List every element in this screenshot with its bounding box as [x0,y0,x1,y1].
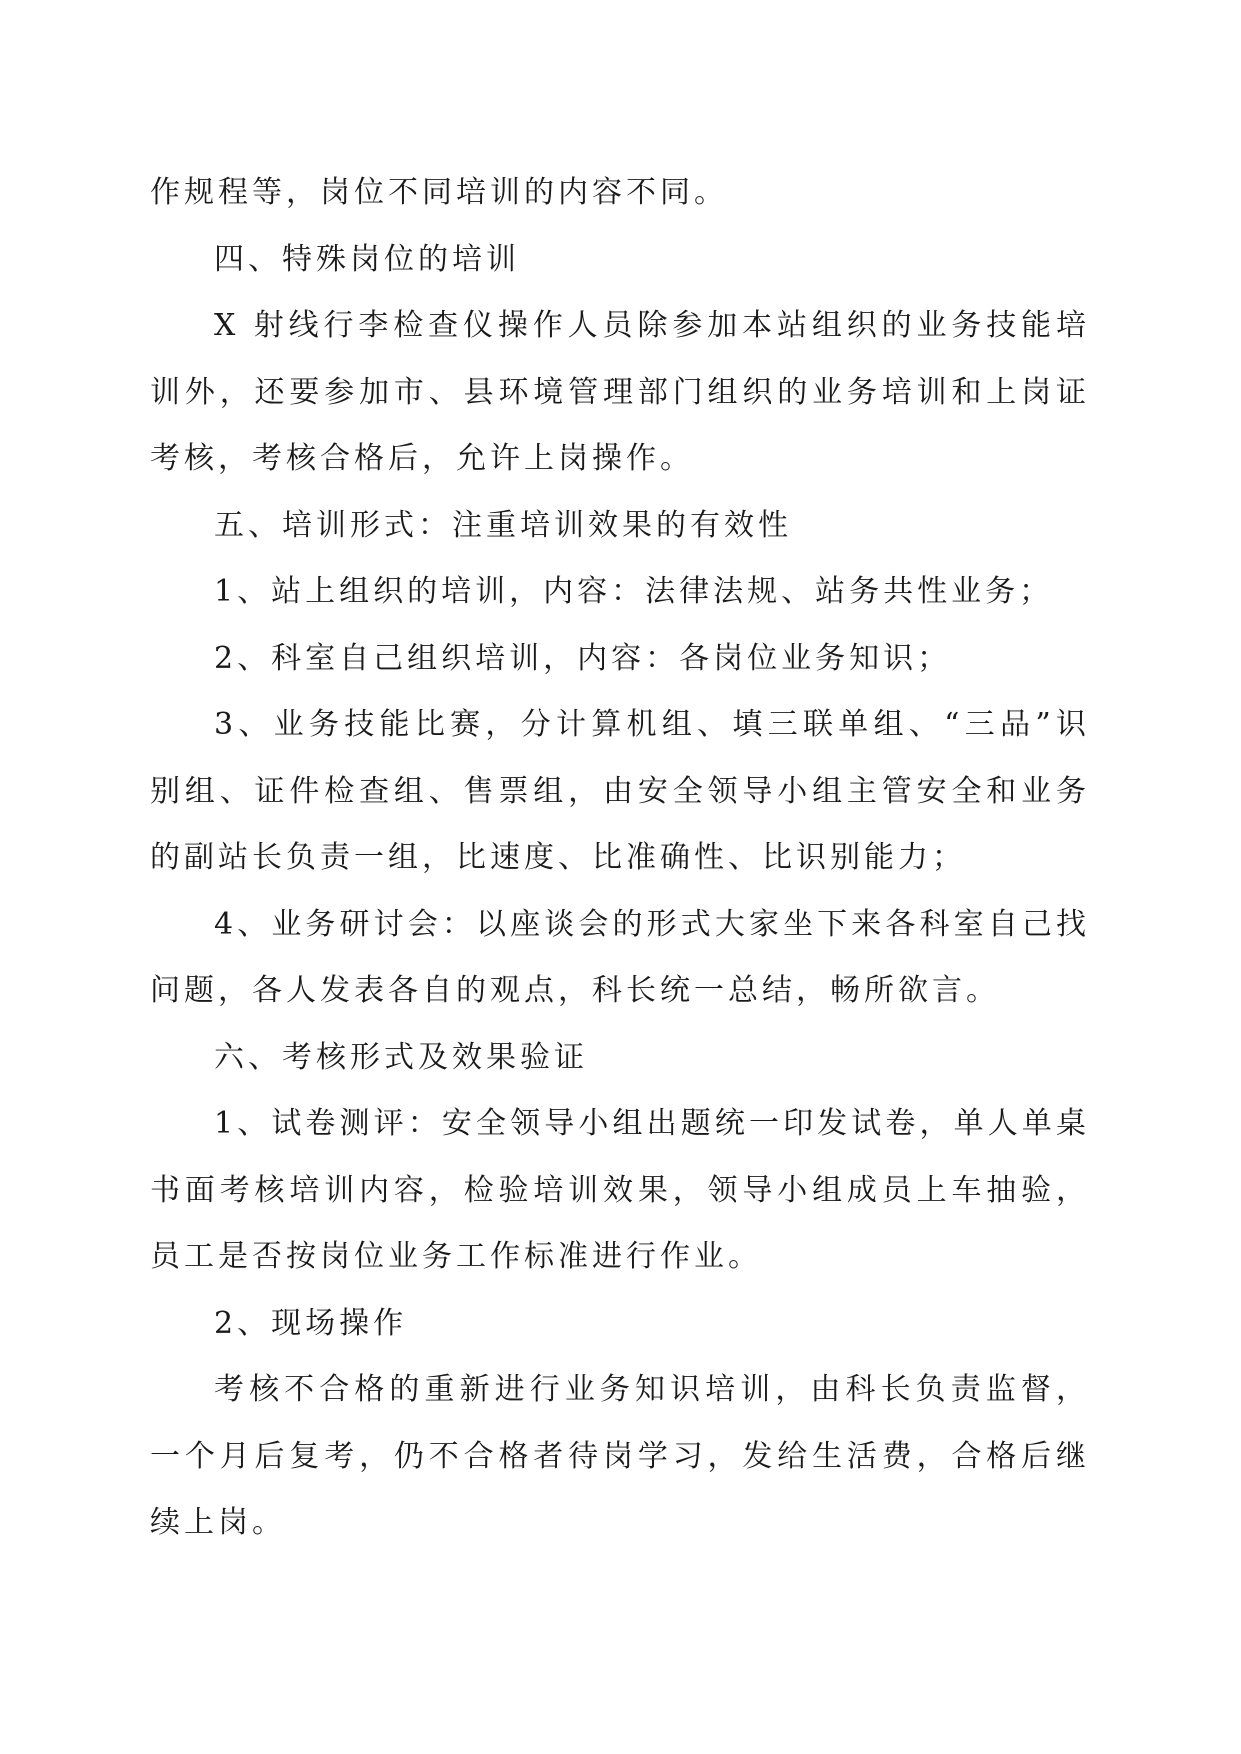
heading-training-format: 五、培训形式：注重培训效果的有效性 [214,507,792,543]
paragraph-retraining-policy: 考核不合格的重新进行业务知识培训，由科长负责监督，一个月后复考，仍不合格者待岗学习，发给生活费，合格后继续上岗。 [150,1372,1090,1540]
list-item-department-training: 2、科室自己组织培训，内容：各岗位业务知识； [214,640,952,676]
list-item-written-exam: 1、试卷测评：安全领导小组出题统一印发试卷，单人单桌书面考核培训内容，检验培训效果，领导小组成员上车抽验，员工是否按岗位业务工作标准进行作业。 [150,1106,1090,1274]
list-item-skills-competition: 3、业务技能比赛，分计算机组、填三联单组、“三品”识别组、证件检查组、售票组，由安全领导小组主管安全和业务的副站长负责一组，比速度、比准确性、比识别能力； [150,707,1090,875]
paragraph-xray-operator-training: X 射线行李检查仪操作人员除参加本站组织的业务技能培训外，还要参加市、县环境管理部门组织的业务培训和上岗证考核，考核合格后，允许上岗操作。 [150,308,1090,476]
list-item-onsite-operation: 2、现场操作 [214,1305,408,1341]
list-item-station-training: 1、站上组织的培训，内容：法律法规、站务共性业务； [214,574,1054,609]
paragraph-procedures-continued: 作规程等，岗位不同培训的内容不同。 [150,175,728,210]
heading-assessment-format: 六、考核形式及效果验证 [214,1039,588,1075]
heading-special-post-training: 四、特殊岗位的培训 [214,241,520,277]
list-item-business-seminar: 4、业务研讨会：以座谈会的形式大家坐下来各科室自己找问题，各人发表各自的观点，科长统一总结，畅所欲言。 [150,906,1090,1008]
document-body [150,160,1090,1557]
